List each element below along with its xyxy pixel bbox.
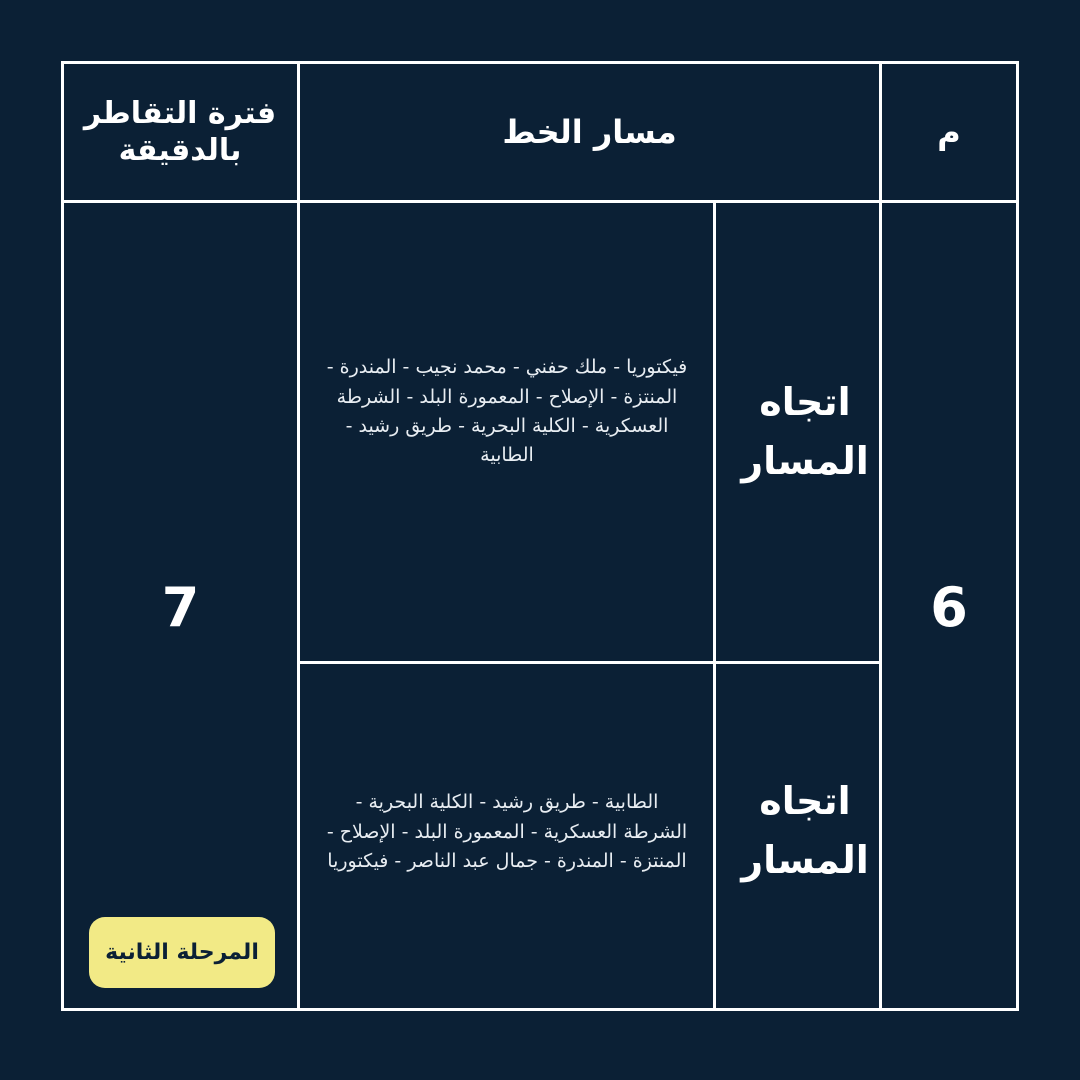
direction-label-2: اتجاه المسار [741,778,869,882]
route-stops-2: الطابية - طريق رشيد - الكلية البحرية - الشرطة العسكرية - المعمورة البلد - الإصلاح - المنتزة - المندرة - جمال عبد الناصر - فيكتوريا [326,791,688,873]
row-index: 6 [930,575,968,639]
header-index: م [937,113,961,151]
direction-label-1: اتجاه المسار [741,380,869,483]
route-stops-1: فيكتوريا - ملك حفني - محمد نجيب - المندرة - المنتزة - الإصلاح - المعمورة البلد - الشرطة العسكرية - الكلية البحرية - طريق رشيد - الطابية [326,356,688,467]
phase-badge: المرحلة الثانية [89,917,275,988]
header-route: مسار الخط [502,113,677,151]
header-interval: فترة التقاطر بالدقيقة [83,95,277,168]
column-divider-direction [713,201,716,1011]
column-divider-interval [297,61,300,1011]
interval-value: 7 [161,575,200,639]
